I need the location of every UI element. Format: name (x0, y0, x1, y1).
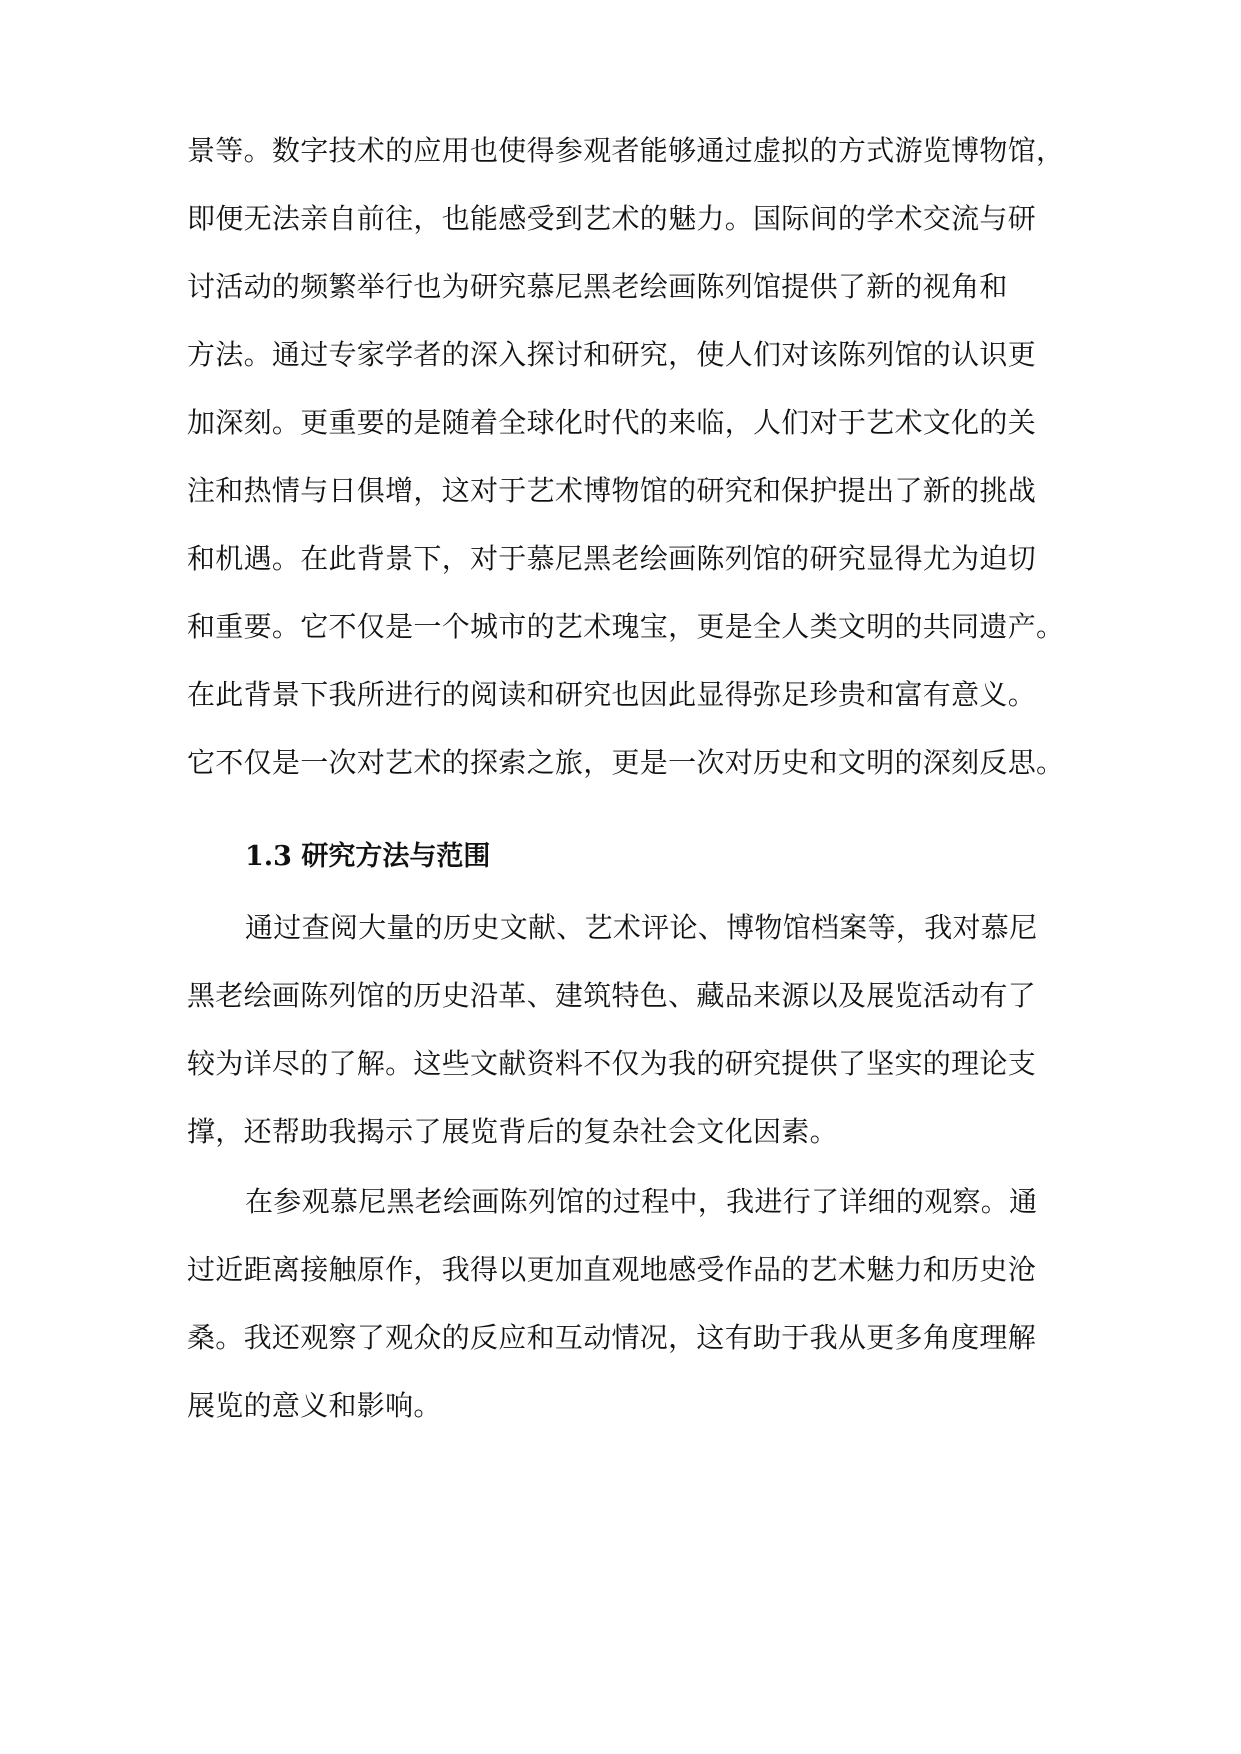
paragraph-line: 通过查阅大量的历史文献、艺术评论、博物馆档案等，我对慕尼 (245, 911, 1038, 944)
paragraph-line: 黑老绘画陈列馆的历史沿革、建筑特色、藏品来源以及展览活动有了 (187, 979, 1037, 1012)
paragraph-line: 加深刻。更重要的是随着全球化时代的来临，人们对于艺术文化的关 (187, 406, 1037, 439)
paragraph-line: 撑，还帮助我揭示了展览背后的复杂社会文化因素。 (187, 1115, 838, 1148)
paragraph-line: 它不仅是一次对艺术的探索之旅，更是一次对历史和文明的深刻反思。 (187, 746, 1065, 779)
paragraph-line: 在此背景下我所进行的阅读和研究也因此显得弥足珍贵和富有意义。 (187, 678, 1037, 711)
paragraph-line: 在参观慕尼黑老绘画陈列馆的过程中，我进行了详细的观察。通 (245, 1185, 1038, 1218)
paragraph-line: 讨活动的频繁举行也为研究慕尼黑老绘画陈列馆提供了新的视角和 (187, 270, 1008, 303)
paragraph-line: 较为详尽的了解。这些文献资料不仅为我的研究提供了坚实的理论支 (187, 1047, 1037, 1080)
paragraph-line: 即便无法亲自前往，也能感受到艺术的魅力。国际间的学术交流与研 (187, 202, 1037, 235)
paragraph-line: 桑。我还观察了观众的反应和互动情况，这有助于我从更多角度理解 (187, 1321, 1037, 1354)
paragraph-line: 过近距离接触原作，我得以更加直观地感受作品的艺术魅力和历史沧 (187, 1253, 1037, 1286)
paragraph-line: 景等。数字技术的应用也使得参观者能够通过虚拟的方式游览博物馆， (187, 134, 1065, 167)
paragraph-line: 和机遇。在此背景下，对于慕尼黑老绘画陈列馆的研究显得尤为迫切 (187, 542, 1037, 575)
paragraph-line: 展览的意义和影响。 (187, 1389, 442, 1422)
paragraph-line: 和重要。它不仅是一个城市的艺术瑰宝，更是全人类文明的共同遗产。 (187, 610, 1065, 643)
paragraph-line: 方法。通过专家学者的深入探讨和研究，使人们对该陈列馆的认识更 (187, 338, 1037, 371)
paragraph-line: 注和热情与日俱增，这对于艺术博物馆的研究和保护提出了新的挑战 (187, 474, 1037, 507)
section-heading: 1.3 研究方法与范围 (245, 841, 491, 872)
